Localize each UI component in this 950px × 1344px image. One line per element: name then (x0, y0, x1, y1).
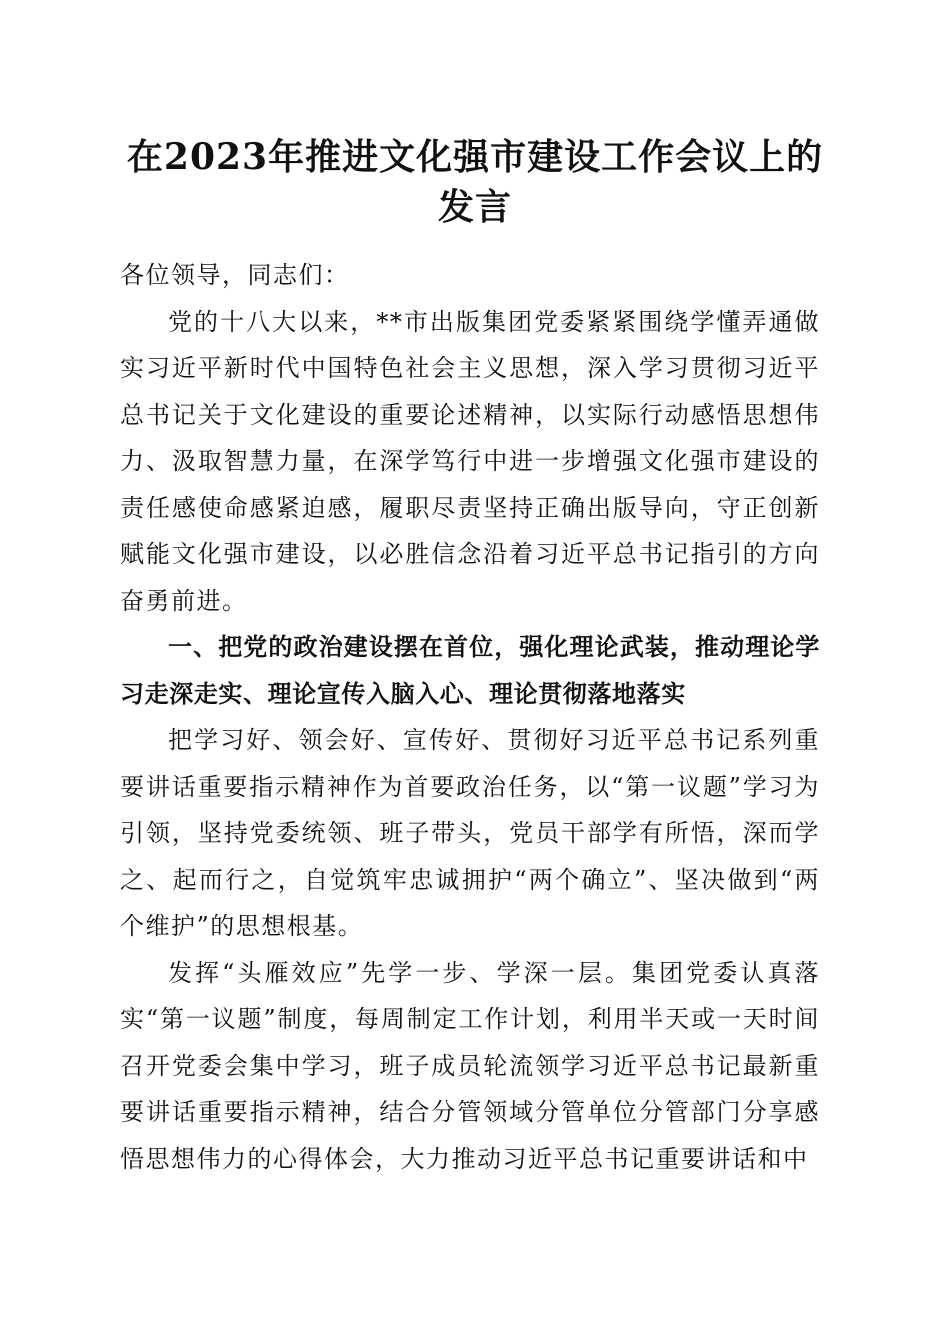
salutation: 各位领导，同志们： (120, 261, 350, 289)
document-title: 在2023年推进文化强市建设工作会议上的发言 (126, 136, 824, 228)
paragraph-section-1-a: 把学习好、领会好、宣传好、贯彻好习近平总书记系列重要讲话重要指示精神作为首要政治任务，以“第一议题”学习为引领，坚持党委统领、班子带头，党员干部学有所悟，深而学之、起而行之，自觉筑牢忠诚拥护“两个确立”、坚决做到“两个维护”的思想根基。 (120, 726, 820, 940)
section-heading-1: 一、把党的政治建设摆在首位，强化理论武装，推动理论学习走深走实、理论宣传入脑入心、理论贯彻落地落实 (120, 633, 820, 708)
paragraph-section-1-b: 发挥“头雁效应”先学一步、学深一层。集团党委认真落实“第一议题”制度，每周制定工作计划，利用半天或一天时间召开党委会集中学习，班子成员轮流领学习近平总书记最新重要讲话重要指示精神，结合分管领域分管单位分管部门分享感悟思想伟力的心得体会，大力推动习近平总书记重要讲话和中 (120, 958, 820, 1173)
paragraph-intro: 党的十八大以来，**市出版集团党委紧紧围绕学懂弄通做实习近平新时代中国特色社会主义思想，深入学习贯彻习近平总书记关于文化建设的重要论述精神，以实际行动感悟思想伟力、汲取智慧力量，在深学笃行中进一步增强文化强市建设的责任感使命感紧迫感，履职尽责坚持正确出版导向，守正创新赋能文化强市建设，以必胜信念沿着习近平总书记指引的方向奋勇前进。 (120, 307, 820, 615)
document-body (120, 252, 820, 1182)
